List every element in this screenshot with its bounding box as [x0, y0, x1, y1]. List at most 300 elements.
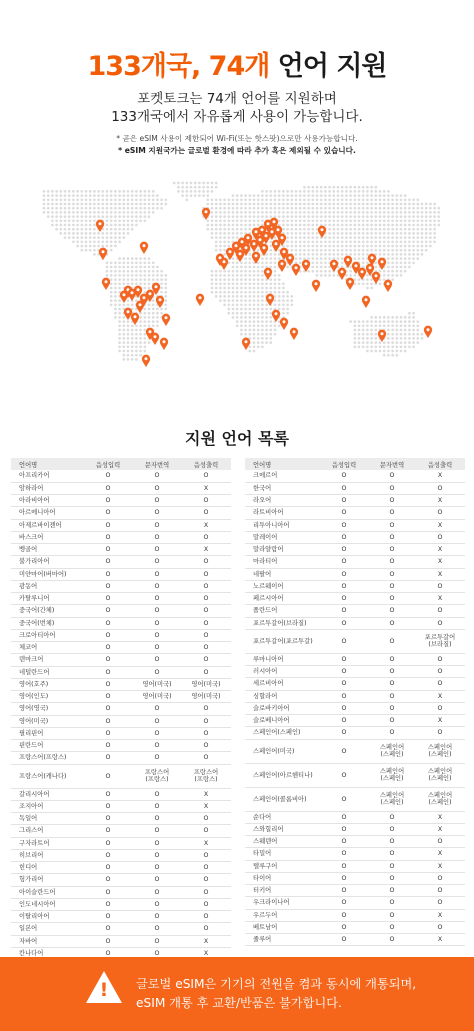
voice-output-cell: O	[181, 923, 231, 935]
language-name-cell: 인도네시아어	[11, 898, 83, 910]
voice-input-cell: O	[319, 678, 369, 690]
language-name-cell: 스웨덴어	[245, 836, 319, 848]
voice-input-cell: O	[83, 752, 133, 764]
voice-output-cell: O	[415, 921, 465, 933]
language-name-cell: 아제르바이젠어	[11, 519, 83, 531]
language-name-cell: 스페인어(미국)	[245, 739, 319, 763]
language-name-cell: 줄루어	[245, 934, 319, 946]
table-row	[11, 629, 231, 641]
map-pin-icon	[272, 310, 280, 322]
voice-input-cell: O	[83, 825, 133, 837]
text-translation-cell: O	[369, 556, 415, 568]
voice-output-cell: O	[415, 653, 465, 665]
language-name-cell: 독일어	[11, 813, 83, 825]
column-header-voice-input: 음성입력	[319, 458, 369, 470]
voice-output-cell: O	[181, 825, 231, 837]
voice-output-cell: O	[181, 617, 231, 629]
text-translation-cell: O	[369, 544, 415, 556]
voice-output-cell: O	[415, 482, 465, 494]
table-row	[245, 470, 465, 482]
language-name-cell: 네팔어	[245, 568, 319, 580]
language-name-cell: 러시아어	[245, 666, 319, 678]
text-translation-cell: O	[133, 654, 181, 666]
voice-output-cell: O	[181, 507, 231, 519]
table-row	[245, 787, 465, 811]
voice-output-cell: O	[415, 727, 465, 739]
language-name-cell: 영어(인도)	[11, 691, 83, 703]
voice-output-cell: O	[415, 678, 465, 690]
table-row	[11, 898, 231, 910]
text-translation-cell: O	[133, 507, 181, 519]
voice-output-cell: O	[415, 872, 465, 884]
table-row	[11, 923, 231, 935]
voice-output-cell: O	[181, 715, 231, 727]
table-row	[11, 740, 231, 752]
language-name-cell: 중국어(번체)	[11, 617, 83, 629]
map-pin-icon	[280, 318, 288, 330]
text-translation-cell: O	[369, 593, 415, 605]
voice-input-cell: O	[83, 580, 133, 592]
table-row	[11, 666, 231, 678]
voice-input-cell: O	[83, 715, 133, 727]
language-name-cell: 우르두어	[245, 909, 319, 921]
text-translation-cell: O	[369, 507, 415, 519]
table-row	[245, 702, 465, 714]
column-header-text-translation: 문자번역	[369, 458, 415, 470]
voice-output-cell: O	[181, 580, 231, 592]
text-translation-cell: O	[133, 617, 181, 629]
text-translation-cell: O	[133, 519, 181, 531]
map-pin-icon	[372, 272, 380, 284]
voice-input-cell: O	[83, 813, 133, 825]
table-row	[245, 739, 465, 763]
column-header-voice-output: 음성출력	[181, 458, 231, 470]
table-row	[11, 935, 231, 947]
column-header-language: 언어명	[11, 458, 83, 470]
voice-output-cell: X	[415, 690, 465, 702]
language-name-cell: 타밀어	[245, 848, 319, 860]
language-name-cell: 말레이어	[245, 531, 319, 543]
voice-input-cell: O	[83, 666, 133, 678]
language-name-cell: 리투아니아어	[245, 519, 319, 531]
voice-input-cell: O	[319, 702, 369, 714]
map-pin-icon	[264, 268, 272, 280]
voice-input-cell: O	[83, 898, 133, 910]
language-name-cell: 헝가리어	[11, 874, 83, 886]
table-row	[245, 605, 465, 617]
voice-output-cell: X	[415, 593, 465, 605]
voice-output-cell: O	[181, 556, 231, 568]
language-name-cell: 광동어	[11, 580, 83, 592]
voice-output-cell: 영어(미국)	[181, 678, 231, 690]
text-translation-cell: O	[133, 911, 181, 923]
table-row	[11, 715, 231, 727]
voice-input-cell: O	[319, 605, 369, 617]
text-translation-cell: O	[369, 885, 415, 897]
voice-output-cell: O	[415, 507, 465, 519]
table-row	[245, 848, 465, 860]
language-name-cell: 필리핀어	[11, 727, 83, 739]
language-name-cell: 핀란드어	[11, 740, 83, 752]
table-row	[11, 849, 231, 861]
voice-input-cell: O	[319, 690, 369, 702]
voice-output-cell: X	[415, 934, 465, 946]
voice-input-cell: O	[83, 482, 133, 494]
text-translation-cell: O	[369, 934, 415, 946]
text-translation-cell: O	[133, 544, 181, 556]
voice-output-cell: O	[181, 568, 231, 580]
language-name-cell: 라트비아어	[245, 507, 319, 519]
text-translation-cell: O	[369, 690, 415, 702]
voice-input-cell: O	[83, 764, 133, 788]
language-name-cell: 체코어	[11, 642, 83, 654]
voice-output-cell: X	[415, 823, 465, 835]
voice-output-cell: O	[415, 897, 465, 909]
language-table-right	[245, 458, 465, 946]
table-row	[245, 934, 465, 946]
language-name-cell: 암하라어	[11, 482, 83, 494]
text-translation-cell: O	[133, 862, 181, 874]
voice-input-cell: O	[319, 885, 369, 897]
language-name-cell: 힌디어	[11, 862, 83, 874]
voice-output-cell: X	[181, 800, 231, 812]
text-translation-cell: O	[369, 617, 415, 629]
voice-output-cell: O	[415, 617, 465, 629]
language-name-cell: 아프리카어	[11, 470, 83, 482]
map-pin-icon	[102, 278, 110, 290]
language-list-title: 지원 언어 목록	[185, 429, 289, 448]
text-translation-cell: O	[133, 531, 181, 543]
language-name-cell: 영어(미국)	[11, 715, 83, 727]
voice-output-cell: X	[181, 519, 231, 531]
table-row	[245, 556, 465, 568]
table-row	[245, 909, 465, 921]
voice-output-cell: X	[415, 568, 465, 580]
voice-input-cell: O	[83, 629, 133, 641]
voice-input-cell: O	[83, 788, 133, 800]
voice-input-cell: O	[83, 837, 133, 849]
voice-input-cell: O	[83, 544, 133, 556]
table-row	[11, 813, 231, 825]
description-line-1: 포켓토크는 74개 언어를 지원하며	[137, 91, 337, 107]
text-translation-cell: O	[133, 874, 181, 886]
voice-input-cell: O	[319, 580, 369, 592]
language-name-cell: 말라얄람어	[245, 544, 319, 556]
table-row	[11, 911, 231, 923]
table-row	[11, 654, 231, 666]
text-translation-cell: O	[133, 470, 181, 482]
map-pin-icon	[220, 258, 228, 270]
voice-input-cell: O	[319, 531, 369, 543]
map-pin-icon	[160, 338, 168, 350]
text-translation-cell: O	[133, 813, 181, 825]
voice-input-cell: O	[319, 897, 369, 909]
text-translation-cell: O	[133, 886, 181, 898]
text-translation-cell: 스페인어 (스페인)	[369, 739, 415, 763]
text-translation-cell: O	[369, 848, 415, 860]
voice-input-cell: O	[83, 935, 133, 947]
map-pin-icon	[358, 268, 366, 280]
voice-input-cell: O	[83, 727, 133, 739]
voice-input-cell: O	[319, 921, 369, 933]
language-name-cell: 노르웨이어	[245, 580, 319, 592]
voice-output-cell: O	[181, 886, 231, 898]
voice-input-cell: O	[319, 727, 369, 739]
text-translation-cell: O	[133, 580, 181, 592]
text-translation-cell: O	[369, 872, 415, 884]
language-name-cell: 베트남어	[245, 921, 319, 933]
table-row	[245, 921, 465, 933]
map-pin-icon	[378, 258, 386, 270]
language-name-cell: 칸나다어	[11, 947, 83, 959]
language-name-cell: 벵골어	[11, 544, 83, 556]
voice-output-cell: O	[415, 885, 465, 897]
text-translation-cell: O	[369, 921, 415, 933]
voice-output-cell: O	[415, 702, 465, 714]
voice-output-cell: X	[415, 715, 465, 727]
table-row	[245, 653, 465, 665]
voice-input-cell: O	[319, 470, 369, 482]
text-translation-cell: O	[369, 531, 415, 543]
voice-output-cell: X	[415, 860, 465, 872]
table-row	[245, 715, 465, 727]
voice-output-cell: X	[415, 556, 465, 568]
headline-accent: 133개국, 74개	[87, 51, 270, 82]
language-name-cell: 스페인어(스페인)	[245, 727, 319, 739]
column-header-language: 언어명	[245, 458, 319, 470]
voice-input-cell: O	[83, 605, 133, 617]
table-row	[245, 836, 465, 848]
language-name-cell: 히브리어	[11, 849, 83, 861]
voice-output-cell: O	[181, 849, 231, 861]
text-translation-cell: O	[133, 593, 181, 605]
voice-output-cell: X	[415, 848, 465, 860]
table-row	[11, 678, 231, 690]
text-translation-cell: O	[133, 568, 181, 580]
voice-output-cell: O	[181, 605, 231, 617]
voice-input-cell: O	[319, 556, 369, 568]
description	[0, 90, 474, 126]
voice-input-cell: O	[83, 593, 133, 605]
table-row	[11, 507, 231, 519]
note-2: * eSIM 지원국가는 글로벌 환경에 따라 추가 혹은 제외될 수 있습니다.	[118, 146, 356, 155]
voice-input-cell: O	[319, 848, 369, 860]
voice-input-cell: O	[319, 934, 369, 946]
voice-input-cell: O	[83, 568, 133, 580]
table-row	[11, 580, 231, 592]
voice-output-cell: O	[181, 752, 231, 764]
language-name-cell: 스페인어(콜롬비아)	[245, 787, 319, 811]
voice-output-cell: X	[181, 947, 231, 959]
table-row	[11, 544, 231, 556]
text-translation-cell: O	[133, 556, 181, 568]
table-row	[245, 690, 465, 702]
voice-output-cell: X	[415, 909, 465, 921]
text-translation-cell: O	[369, 836, 415, 848]
voice-output-cell: X	[181, 788, 231, 800]
text-translation-cell: 스페인어 (스페인)	[369, 763, 415, 787]
voice-input-cell: O	[319, 909, 369, 921]
table-row	[245, 727, 465, 739]
table-row	[11, 727, 231, 739]
voice-input-cell: O	[83, 947, 133, 959]
warning-line-2: eSIM 개통 후 교환/반품은 불가합니다.	[136, 996, 342, 1010]
table-row	[11, 825, 231, 837]
language-name-cell: 프랑스어(캐나다)	[11, 764, 83, 788]
table-row	[11, 886, 231, 898]
voice-output-cell: X	[415, 495, 465, 507]
text-translation-cell: O	[133, 727, 181, 739]
notes	[0, 133, 474, 157]
voice-output-cell: X	[181, 544, 231, 556]
warning-message	[136, 975, 416, 1013]
text-translation-cell: O	[369, 678, 415, 690]
voice-input-cell: O	[319, 739, 369, 763]
text-translation-cell: O	[133, 629, 181, 641]
page-headline	[0, 44, 474, 83]
language-name-cell: 덴마크어	[11, 654, 83, 666]
language-name-cell: 네덜란드어	[11, 666, 83, 678]
language-name-cell: 싱할라어	[245, 690, 319, 702]
voice-output-cell: O	[181, 666, 231, 678]
voice-output-cell: O	[415, 580, 465, 592]
table-row	[11, 556, 231, 568]
voice-output-cell: O	[415, 605, 465, 617]
table-row	[11, 605, 231, 617]
voice-input-cell: O	[319, 617, 369, 629]
voice-input-cell: O	[83, 470, 133, 482]
language-name-cell: 라오어	[245, 495, 319, 507]
text-translation-cell: O	[133, 935, 181, 947]
voice-output-cell: X	[415, 544, 465, 556]
text-translation-cell: O	[369, 580, 415, 592]
language-name-cell: 미얀마어(버마어)	[11, 568, 83, 580]
map-pin-icon	[318, 226, 326, 238]
table-row	[245, 678, 465, 690]
voice-input-cell: O	[83, 849, 133, 861]
table-row	[245, 811, 465, 823]
map-pin-icon	[236, 250, 244, 262]
text-translation-cell: O	[369, 823, 415, 835]
voice-input-cell: O	[319, 872, 369, 884]
table-row	[11, 482, 231, 494]
language-name-cell: 영어(영국)	[11, 703, 83, 715]
map-pin-icon	[140, 242, 148, 254]
map-pin-icon	[156, 296, 164, 308]
text-translation-cell: O	[133, 947, 181, 959]
table-row	[245, 495, 465, 507]
map-pin-icon	[292, 264, 300, 276]
table-row	[245, 629, 465, 653]
language-name-cell: 일본어	[11, 923, 83, 935]
table-row	[11, 519, 231, 531]
voice-input-cell: O	[319, 860, 369, 872]
language-name-cell: 자바어	[11, 935, 83, 947]
table-row	[245, 763, 465, 787]
table-row	[11, 642, 231, 654]
text-translation-cell: O	[369, 629, 415, 653]
text-translation-cell: 스페인어 (스페인)	[369, 787, 415, 811]
language-table-left	[11, 458, 231, 960]
table-row	[11, 764, 231, 788]
voice-input-cell: O	[319, 763, 369, 787]
map-pin-icon	[202, 208, 210, 220]
text-translation-cell: O	[133, 605, 181, 617]
table-row	[11, 593, 231, 605]
voice-input-cell: O	[319, 482, 369, 494]
language-name-cell: 조지아어	[11, 800, 83, 812]
text-translation-cell: O	[369, 653, 415, 665]
voice-input-cell: O	[83, 862, 133, 874]
voice-input-cell: O	[83, 519, 133, 531]
table-row	[245, 823, 465, 835]
voice-input-cell: O	[319, 629, 369, 653]
table-row	[245, 617, 465, 629]
voice-input-cell: O	[319, 495, 369, 507]
map-pin-icon	[424, 326, 432, 338]
text-translation-cell: O	[369, 909, 415, 921]
voice-output-cell: 영어(미국)	[181, 691, 231, 703]
table-row	[245, 507, 465, 519]
voice-output-cell: O	[181, 874, 231, 886]
language-name-cell: 순다어	[245, 811, 319, 823]
map-pin-icon	[338, 268, 346, 280]
voice-input-cell: O	[83, 654, 133, 666]
voice-input-cell: O	[319, 715, 369, 727]
language-name-cell: 스와힐리어	[245, 823, 319, 835]
text-translation-cell: O	[133, 752, 181, 764]
voice-input-cell: O	[319, 811, 369, 823]
language-name-cell: 텔루구어	[245, 860, 319, 872]
text-translation-cell: O	[133, 715, 181, 727]
text-translation-cell: 프랑스어 (프랑스)	[133, 764, 181, 788]
language-name-cell: 아이슬란드어	[11, 886, 83, 898]
table-row	[11, 862, 231, 874]
voice-input-cell: O	[319, 593, 369, 605]
table-row	[245, 860, 465, 872]
voice-output-cell: O	[415, 666, 465, 678]
text-translation-cell: O	[133, 642, 181, 654]
table-row	[11, 495, 231, 507]
voice-input-cell: O	[319, 507, 369, 519]
text-translation-cell: O	[369, 482, 415, 494]
text-translation-cell: O	[369, 470, 415, 482]
voice-input-cell: O	[83, 556, 133, 568]
map-pin-icon	[362, 296, 370, 308]
map-pin-icon	[124, 308, 132, 320]
table-row	[245, 519, 465, 531]
language-name-cell: 크로아티아어	[11, 629, 83, 641]
table-row	[245, 544, 465, 556]
map-pin-icon	[142, 355, 150, 367]
language-name-cell: 마라티어	[245, 556, 319, 568]
voice-output-cell: O	[181, 593, 231, 605]
warning-banner	[0, 957, 474, 1031]
column-header-voice-output: 음성출력	[415, 458, 465, 470]
note-1: * 곧은 eSIM 사용이 제한되어 Wi-Fi(또는 핫스팟)으로만 사용가능합니다.	[116, 134, 358, 143]
map-pin-icon	[346, 278, 354, 290]
voice-output-cell: O	[181, 642, 231, 654]
voice-output-cell: O	[415, 836, 465, 848]
text-translation-cell: O	[133, 703, 181, 715]
map-pin-icon	[99, 248, 107, 260]
table-row	[11, 470, 231, 482]
text-translation-cell: O	[133, 800, 181, 812]
voice-input-cell: O	[83, 678, 133, 690]
voice-input-cell: O	[83, 691, 133, 703]
table-row	[245, 885, 465, 897]
table-row	[245, 872, 465, 884]
